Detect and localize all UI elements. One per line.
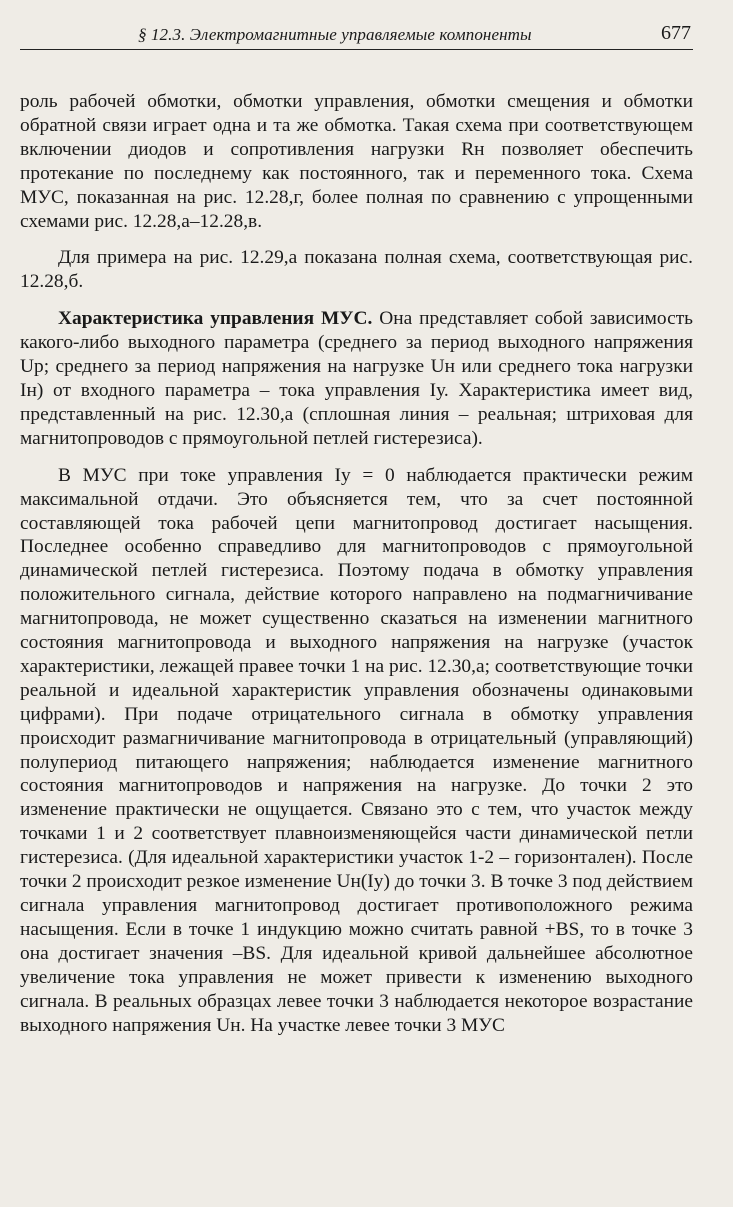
paragraph-4 bbox=[20, 464, 693, 1038]
running-header bbox=[20, 22, 693, 50]
body-text bbox=[20, 90, 693, 1037]
paragraph-3 bbox=[20, 307, 693, 450]
running-title: § 12.3. Электромагнитные управляемые компоненты bbox=[138, 25, 532, 44]
paragraph-4-text: В МУС при токе управления Iу = 0 наблюдается практически режим максимальной отдачи. Это объясняется тем, что за счет постоянной составляющей тока рабочей цепи магнитопровод достигает насыщения. Последнее особенно справедливо для магнитопроводов с прямоугольной динамической петлей гистерезиса. Поэтому подача в обмотку управления положительного сигнала, действие которого направлено на подмагничивание магнитопровода, не может существенно сказаться на изменении магнитного состояния магнитопровода и выходного напряжения на нагрузке (участок характеристики, лежащей правее точки 1 на рис. 12.30,а; соответствующие точки реальной и идеальной характеристик управления обозначены одинаковыми цифрами). При подаче отрицательного сигнала в обмотку управления происходит размагничивание магнитопровода в отрицательный (управляющий) полупериод питающего напряжения; наблюдается изменение магнитного состояния магнитопроводов и напряжения на нагрузке. До точки 2 это изменение практически не ощущается. Связано это с тем, что участок между точками 1 и 2 соответствует плавноизменяющейся части динамической петли гистерезиса. (Для идеальной характеристики участок 1-2 – горизонтален). После точки 2 происходит резкое изменение Uн(Iу) до точки 3. В точке 3 под действием сигнала управления магнитопровод достигает противоположного режима насыщения. Если в точке 1 индукцию можно считать равной +BS, то в точке 3 она достигает значения –BS. Для идеальной кривой дальнейшее абсолютное увеличение тока управления не может привести к изменению выходного сигнала. В реальных образцах левее точки 3 наблюдается некоторое возрастание выходного напряжения Uн. На участке левее точки 3 МУС bbox=[20, 464, 693, 1036]
paragraph-2 bbox=[20, 246, 693, 294]
section-heading: Характеристика управления МУС. bbox=[58, 308, 373, 330]
paragraph-2-text: Для примера на рис. 12.29,а показана полная схема, соответствующая рис. 12.28,б. bbox=[20, 247, 693, 293]
page-number: 677 bbox=[661, 22, 691, 44]
paragraph-1 bbox=[20, 90, 693, 233]
paragraph-3-text: Она представляет собой зависимость какого-либо выходного параметра (среднего за период выходного напряжения Uр; среднего за период напряжения на нагрузке Uн или среднего тока нагрузки Iн) от входного параметра – тока управления Iу. Характеристика имеет вид, представленный на рис. 12.30,а (сплошная линия – реальная; штриховая для магнитопроводов с прямоугольной петлей гистерезиса). bbox=[20, 308, 694, 449]
paragraph-1-text: роль рабочей обмотки, обмотки управления, обмотки смещения и обмотки обратной связи играет одна и та же обмотка. Такая схема при соответствующем включении диодов и сопротивления нагрузки Rн позволяет обеспечить протекание по последнему как постоянного, так и переменного тока. Схема МУС, показанная на рис. 12.28,г, более полная по сравнению с упрощенными схемами рис. 12.28,а–12.28,в. bbox=[20, 91, 693, 232]
